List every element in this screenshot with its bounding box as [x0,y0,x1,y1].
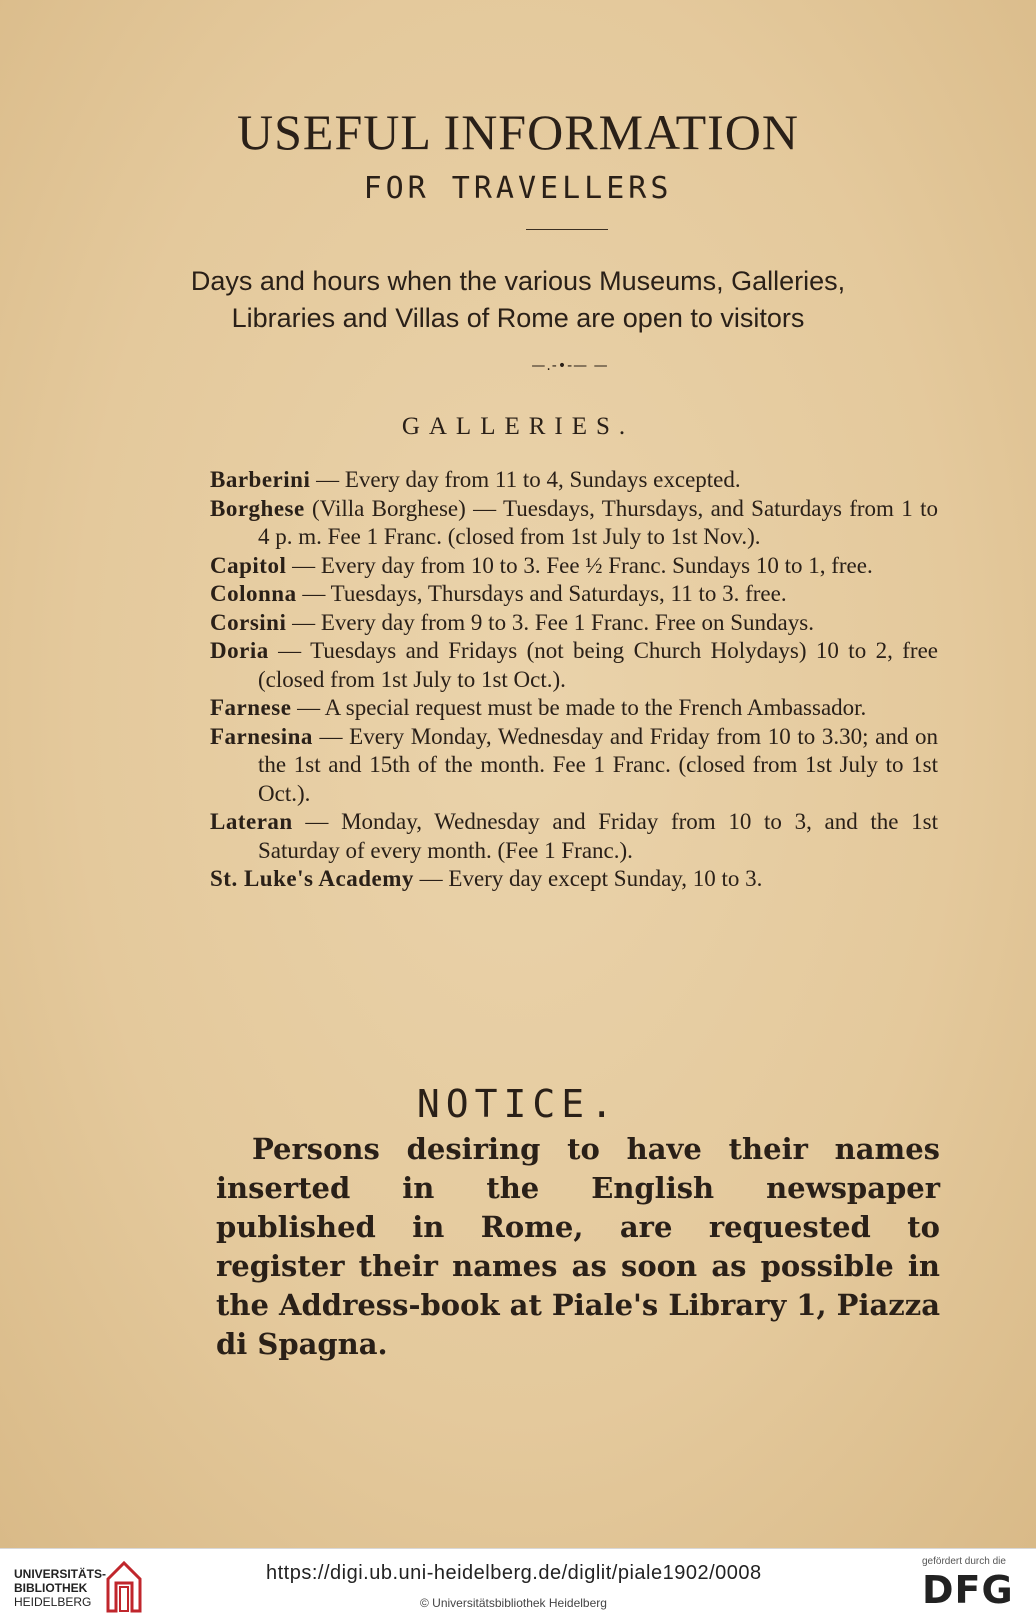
viewer-footer [0,1548,1036,1623]
section-heading: GALLERIES. [401,413,635,440]
page-title: USEFUL INFORMATION [236,104,800,160]
intro-text [150,263,886,337]
dfg-logo: DFG [922,1568,1014,1612]
gallery-hours: — Tuesdays, Thursdays and Saturdays, 11 to 3. free. [296,581,787,606]
gallery-hours: — Every Monday, Wednesday and Friday from 10 to 3.30; and on the 1st and 15th of the month. Fee 1 Franc. (closed from 1st July to 1st Oct.). [258,723,938,806]
gallery-entry [210,580,938,609]
library-name-line-1: UNIVERSITÄTS- [14,1567,107,1581]
gallery-entry [210,495,938,552]
gallery-entry [210,609,938,638]
gallery-hours: — Every day from 9 to 3. Fee 1 Franc. Free on Sundays. [286,609,814,635]
gallery-entry [210,723,938,809]
library-name-line-2: BIBLIOTHEK [14,1581,88,1595]
notice-heading: NOTICE. [416,1082,620,1126]
gallery-name: Corsini [210,609,287,635]
document-url-link[interactable]: https://digi.ub.uni-heidelberg.de/diglit/piale1902/0008 [266,1562,762,1584]
gallery-hours: — Tuesdays and Fridays (not being Church Holydays) 10 to 2, free (closed from 1st July to 1st Oct.). [258,638,938,692]
gallery-name: Lateran [210,809,293,834]
gallery-hours: (Villa Borghese) — Tuesdays, Thursdays, and Saturdays from 1 to 4 p. m. Fee 1 Franc. (closed from 1st July to 1st Nov.). [258,495,938,549]
gallery-entry [210,552,938,581]
gallery-name: Borghese [210,495,305,521]
gallery-name: Colonna [210,581,297,606]
gallery-entry [210,865,938,894]
library-name-line-3: HEIDELBERG [14,1595,92,1609]
gallery-name: Farnesina [210,723,313,749]
gallery-hours: — Every day from 10 to 3. Fee ½ Franc. Sundays 10 to 1, free. [286,552,873,578]
gallery-name: Capitol [210,552,287,578]
gallery-list [210,466,938,894]
gallery-hours: — Every day except Sunday, 10 to 3. [413,866,763,891]
gallery-name: Doria [210,638,269,663]
gallery-name: Farnese [210,695,292,720]
page-subtitle: FOR TRAVELLERS [363,171,673,206]
gallery-name: St. Luke's Academy [210,866,414,891]
gallery-entry [210,466,938,495]
divider-rule [526,229,608,230]
copyright-text: © Universitätsbibliothek Heidelberg [420,1596,607,1610]
notice-body: Persons desiring to have their names inserted in the English newspaper published in Rome, are requested to register their names as soon as possible in the Address-book at Piale's Library 1, Piazza di Spagna. [216,1132,941,1361]
library-logo-text [14,1567,106,1609]
gallery-entry [210,808,938,865]
intro-line-1: Days and hours when the various Museums, Galleries, [190,266,846,296]
library-logo-icon [104,1559,144,1615]
gallery-entry [210,637,938,694]
gallery-name: Barberini [210,467,311,492]
funding-note: gefördert durch die [922,1556,1006,1567]
ornament-divider: —.-•-— — [531,358,609,374]
gallery-hours: — A special request must be made to the French Ambassador. [291,695,867,720]
gallery-hours: — Every day from 11 to 4, Sundays excepted. [310,467,741,492]
gallery-hours: — Monday, Wednesday and Friday from 10 to 3, and the 1st Saturday of every month. (Fee 1 Franc.). [258,809,938,863]
gallery-entry [210,694,938,723]
intro-line-2: Libraries and Villas of Rome are open to visitors [231,303,805,333]
